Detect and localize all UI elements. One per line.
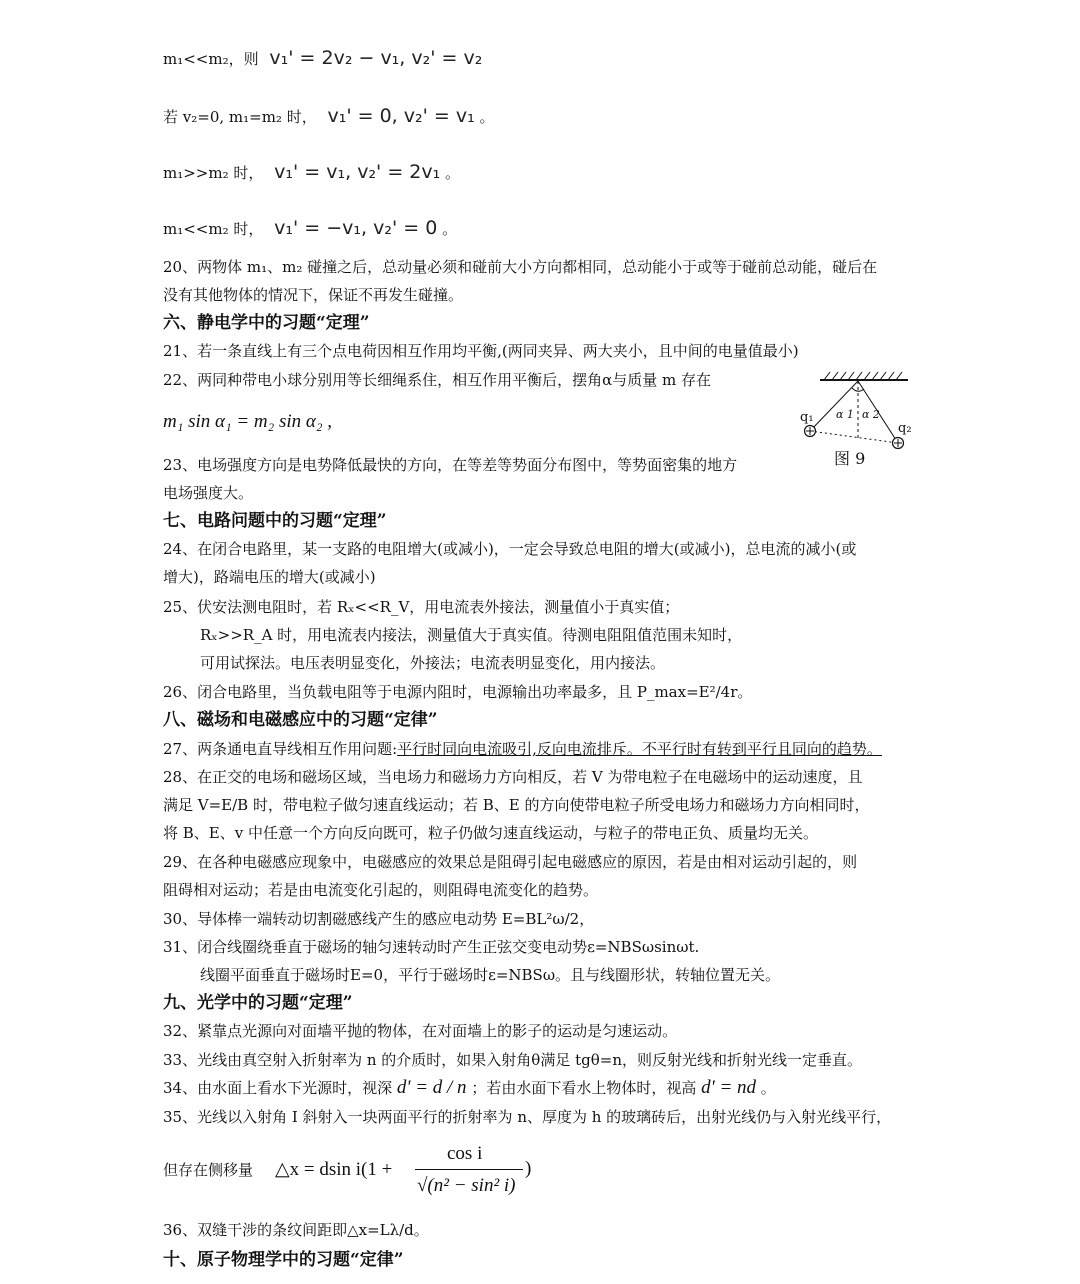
item-28-line-1: 28、在正交的电场和磁场区域，当电场力和磁场力方向相反，若 V 为带电粒子在电磁场中的运动速度，且 — [163, 768, 863, 786]
formula: v₁' = 2v₂ − v₁, v₂' = v₂ — [269, 47, 483, 69]
item-31-line-2: 线圈平面垂直于磁场时E=0，平行于磁场时ε=NBSω。且与线圈形状，转轴位置无关。 — [200, 966, 781, 984]
section-heading-7: 七、电路问题中的习题“定理” — [163, 511, 387, 531]
section-heading-9: 九、光学中的习题“定理” — [163, 993, 353, 1013]
formula-rhs: ) — [525, 1158, 532, 1179]
item-28-line-2: 满足 V=E/B 时，带电粒子做匀速直线运动；若 B、E 的方向使带电粒子所受电场力和磁场力方向相同时， — [163, 796, 870, 814]
item-28-line-3: 将 B、E、v 中任意一个方向反向既可，粒子仍做匀速直线运动，与粒子的带电正负、质量均无关。 — [163, 824, 818, 842]
text: m₁<<m₂，则 — [163, 50, 259, 68]
item-35-line-2: 但存在侧移量 — [163, 1161, 254, 1179]
item-24-line-2: 增大)，路端电压的增大(或减小) — [163, 568, 376, 586]
item-20-line-1: 20、两物体 m₁、m₂ 碰撞之后，总动量必须和碰前大小方向都相同，总动能小于或等于碰前总动能，碰后在 — [163, 258, 878, 276]
item-24-line-1: 24、在闭合电路里，某一支路的电阻增大(或减小)，一定会导致总电阻的增大(或减小)，总电流的减小(或 — [163, 540, 857, 558]
item-26: 26、闭合电路里，当负载电阻等于电源内阻时，电源输出功率最多，且 P_max=E²/4r。 — [163, 683, 753, 701]
item-25-line-3: 可用试探法。电压表明显变化，外接法；电流表明显变化，用内接法。 — [200, 654, 666, 672]
formula: v₁' = v₁, v₂' = 2v₁ — [274, 161, 441, 183]
item-29-line-1: 29、在各种电磁感应现象中，电磁感应的效果总是阻碍引起电磁感应的原因，若是由相对运动引起的，则 — [163, 853, 858, 871]
formula-numerator: cos i — [447, 1143, 483, 1164]
formula-denominator: √(n² − sin² i) — [417, 1175, 516, 1196]
item-23-line-1: 23、电场强度方向是电势降低最快的方向，在等差等势面分布图中，等势面密集的地方 — [163, 456, 738, 474]
formula-lhs: △x = dsin i(1 + — [275, 1159, 393, 1180]
item-30: 30、导体棒一端转动切割磁感线产生的感应电动势 E=BL²ω/2， — [163, 910, 595, 928]
item-25-line-2: Rₓ>>R_A 时，用电流表内接法，测量值大于真实值。待测电阻阻值范围未知时， — [200, 626, 743, 644]
item-23-line-2: 电场强度大。 — [163, 484, 254, 502]
item-35-line-1: 35、光线以入射角 I 斜射入一块两面平行的折射率为 n、厚度为 h 的玻璃砖后，出射光线仍与入射光线平行， — [163, 1108, 892, 1126]
section-heading-8: 八、磁场和电磁感应中的习题“定律” — [163, 710, 438, 730]
item-21: 21、若一条直线上有三个点电荷因相互作用均平衡,(两同夹异、两大夹小，且中间的电量值最小) — [163, 342, 799, 360]
fraction-bar — [415, 1169, 523, 1170]
line-1 — [163, 48, 482, 69]
item-31-line-1: 31、闭合线圈绕垂直于磁场的轴匀速转动时产生正弦交变电动势ε=NBSωsinωt. — [163, 938, 700, 956]
formula: v₁' = −v₁, v₂' = 0 — [274, 217, 438, 239]
item-20-line-2: 没有其他物体的情况下，保证不再发生碰撞。 — [163, 286, 464, 304]
section-heading-10: 十、原子物理学中的习题“定律” — [163, 1250, 404, 1270]
text: m₁<<m₂ 时， — [163, 220, 264, 238]
line-4: m₁<<m₂ 时， v₁' = −v₁, v₂' = 0 。 — [163, 217, 458, 239]
q1-label: q₁ — [800, 410, 814, 425]
q2-label: q₂ — [898, 421, 912, 436]
item-34: 34、由水面上看水下光源时，视深 d' = d / n ；若由水面下看水上物体时，视高 d' = nd 。 — [163, 1077, 776, 1098]
alpha1-label: α 1 — [836, 408, 854, 421]
figure-caption: 图 9 — [834, 449, 866, 468]
item-36: 36、双缝干涉的条纹间距即△x=Lλ/d。 — [163, 1221, 429, 1239]
item-22-formula: m₁ sin α₁ = m₂ sin α₂ , — [163, 411, 332, 432]
line-3: m₁>>m₂ 时， v₁' = v₁, v₂' = 2v₁ 。 — [163, 161, 461, 183]
formula: v₁' = 0, v₂' = v₁ — [327, 105, 475, 127]
figure-9 — [800, 368, 920, 472]
item-33: 33、光线由真空射入折射率为 n 的介质时，如果入射角θ满足 tgθ=n，则反射光线和折射光线一定垂直。 — [163, 1051, 862, 1069]
text: m₁>>m₂ 时， — [163, 164, 264, 182]
item-22-line-1: 22、两同种带电小球分别用等长细绳系住，相互作用平衡后，摆角α与质量 m 存在 — [163, 371, 711, 389]
item-27: 27、两条通电直导线相互作用问题:平行时同向电流吸引,反向电流排斥。不平行时有转到平行且同向的趋势。 — [163, 740, 882, 758]
item-29-line-2: 阻碍相对运动；若是由电流变化引起的，则阻碍电流变化的趋势。 — [163, 881, 599, 899]
section-heading-6: 六、静电学中的习题“定理” — [163, 313, 370, 333]
line-2: 若 v₂=0, m₁=m₂ 时， v₁' = 0, v₂' = v₁ 。 — [163, 105, 495, 127]
text: 若 v₂=0, m₁=m₂ 时， — [163, 108, 317, 126]
item-32: 32、紧靠点光源向对面墙平抛的物体，在对面墙上的影子的运动是匀速运动。 — [163, 1022, 678, 1040]
item-25-line-1: 25、伏安法测电阻时，若 Rₓ<<R_V，用电流表外接法，测量值小于真实值； — [163, 598, 680, 616]
alpha2-label: α 2 — [862, 408, 880, 421]
